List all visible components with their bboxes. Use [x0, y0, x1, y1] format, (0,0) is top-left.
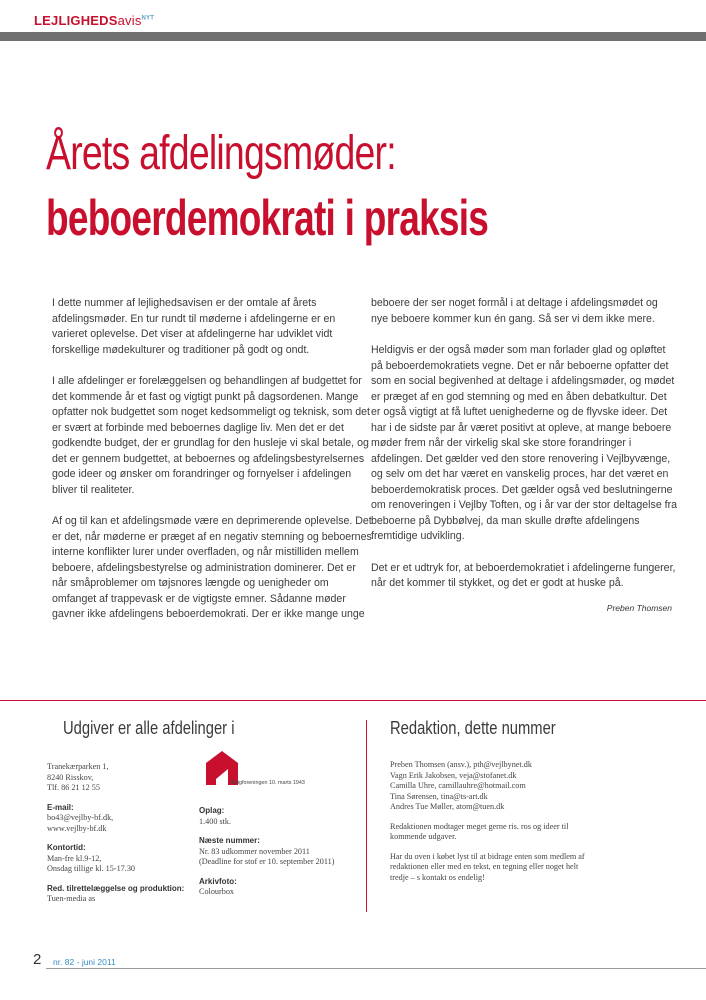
address-block: [47, 762, 197, 794]
headline-line-1: Årets afdelingsmøder:: [46, 127, 396, 180]
next-issue-line: Nr. 83 udkommer november 2011: [199, 846, 310, 856]
email-label: E-mail:: [47, 802, 74, 812]
logo-caption: Boligforeningen 10. marts 1943: [230, 780, 305, 786]
footer-divider: [366, 720, 367, 912]
member-line: Vagn Erik Jakobsen, veja@stofanet.dk: [390, 770, 517, 780]
email-block: [47, 803, 197, 835]
brand-suffix: avis: [117, 13, 142, 28]
next-issue-block: [199, 836, 359, 868]
bottom-rule: [46, 968, 706, 969]
photo-value: Colourbox: [199, 887, 235, 896]
article-right-column: [371, 296, 677, 608]
website-link[interactable]: www.vejlby-bf.dk: [47, 823, 107, 833]
paragraph: Det er et udtryk for, at beboerdemokratiet i afdelingerne fungerer, når det kommer til stykket, og det er godt at huske på.: [371, 561, 676, 589]
production-block: [47, 884, 197, 905]
member-line: Camilla Uhre, camillauhre@hotmail.com: [390, 781, 526, 790]
office-hours-block: [47, 843, 197, 875]
issue-label: nr. 82 - juni 2011: [53, 957, 116, 967]
member-line: Tina Sørensen, tina@ts-art.dk: [390, 791, 488, 801]
next-issue-label: Næste nummer:: [199, 836, 260, 845]
phone-line: Tlf. 86 21 12 55: [47, 783, 100, 792]
deadline-line: (Deadline for stof er 10. september 2011): [199, 857, 335, 866]
circulation-value: 1.400 stk.: [199, 816, 232, 826]
office-label: Kontortid:: [47, 843, 86, 852]
address-line: Tranekærparken 1,: [47, 762, 109, 771]
editorial-note: Redaktionen modtager meget gerne ris. ros og ideer til kommende udgaver.: [390, 821, 569, 841]
circulation-block: [199, 806, 359, 827]
address-line: 8240 Risskov,: [47, 772, 94, 782]
article-left-column: [52, 296, 372, 639]
production-value: Tuen-media as: [47, 894, 96, 903]
paragraph: Heldigvis er der også møder som man forlader glad og opløftet på beboerdemokratiets vegne. Det er når beboerne opfatter det som en social begivenhed at deltage i afdelingsmøder, og mødet er præget af en god stemning og med en åben debatkultur. Det er også vigtigt at få luftet uenighederne og de flyvske ideer. Det har i de sidste par år været positivt at opleve, at mange beboere møder frem når der virkelig skal ske store forandringer i afdelingen. Det gælder ved den store renovering i Vejlbyvænge, og selv om det har været en vanskelig proces, har det været en beboerdemokratisk proces. Det gælder også ved beslutningerne om renoveringen i Vejlby Toften, og i år var der stor deltagelse fra beboerne på Dybbølvej, da man skulle drøfte afdelingens fremtidige udvikling.: [371, 344, 678, 542]
page-number: 2: [33, 951, 42, 968]
paragraph: Af og til kan et afdelingsmøde være en deprimerende oplevelse. Det er det, når møderne er præget af en negativ stemning og beboernes interne konflikter lurer under overfladen, og når mistilliden mellem beboere, afdelingsbestyrelse og administration dominerer. Det er når småproblemer om tøjsnores længde og uenigheder om omfanget af trappevask er de vigtigste emner. Sådanne møder gavner ikke afdelingens beboerdemokrati. Der er ikke mange unge: [52, 515, 372, 620]
member-line: Preben Thomsen (ansv.), pth@vejlbynet.dk: [390, 760, 532, 769]
editorial-title: Redaktion, dette nummer: [390, 718, 556, 738]
paragraph: I dette nummer af lejlighedsavisen er der omtale af årets afdelingsmøder. En tur rundt til møderne i afdelingerne er en varieret oplevelse. Det viser at afdelingerne har udviklet vidt forskellige mødekulturer og traditioner på godt og ondt.: [52, 297, 336, 356]
editorial-note: Har du oven i købet lyst til at bidrage enten som medlem af redaktionen eller med en tekst, en tegning eller noget helt tredje – s kontakt os endelig!: [390, 851, 585, 882]
brand-main: LEJLIGHEDS: [34, 13, 118, 28]
photo-label: Arkivfoto:: [199, 876, 237, 886]
editorial-details: [390, 760, 590, 892]
masthead-logo: [34, 13, 154, 28]
footer-rule: [0, 700, 706, 701]
publisher-details: [47, 762, 197, 914]
office-hours: Onsdag tillige kl. 15-17.30: [47, 864, 136, 873]
circulation-label: Oplag:: [199, 806, 225, 815]
headline-line-2: beboerdemokrati i praksis: [46, 190, 489, 246]
publication-details: [199, 806, 359, 907]
paragraph: I alle afdelinger er forelæggelsen og behandlingen af budgettet for det kommende år et fast og vigtigt punkt på dagsordenen. Mange opfatter nok budgettet som noget kedsommeligt og teknisk, som det er svært at forbinde med beboernes daglige liv. Men det er det godkendte budget, der er grundlag for den husleje vi skal betale, og det er gennem budgettet, at beboernes og afdelingsbestyrelsernes gode ideer og ønsker om forandringer og fornyelser i afdelingen bliver til realiteter.: [52, 375, 370, 496]
paragraph: beboere der ser noget formål i at deltage i afdelingsmødet og nye beboere kommer kun én gang. Så ser vi dem ikke mere.: [371, 297, 658, 325]
office-hours: Man-fre kl.9-12,: [47, 853, 102, 863]
editorial-members: [390, 760, 590, 813]
publisher-title: Udgiver er alle afdelinger i: [63, 718, 235, 738]
photo-credit-block: [199, 877, 359, 898]
top-bar: [0, 32, 706, 41]
member-line: Andres Tue Møller, atom@tuen.dk: [390, 802, 505, 811]
email-link[interactable]: bo43@vejlby-bf.dk,: [47, 813, 114, 822]
production-label: Red. tilrettelæggelse og produktion:: [47, 883, 185, 893]
brand-super: NYT: [141, 15, 155, 22]
author-signature: Preben Thomsen: [606, 603, 672, 613]
